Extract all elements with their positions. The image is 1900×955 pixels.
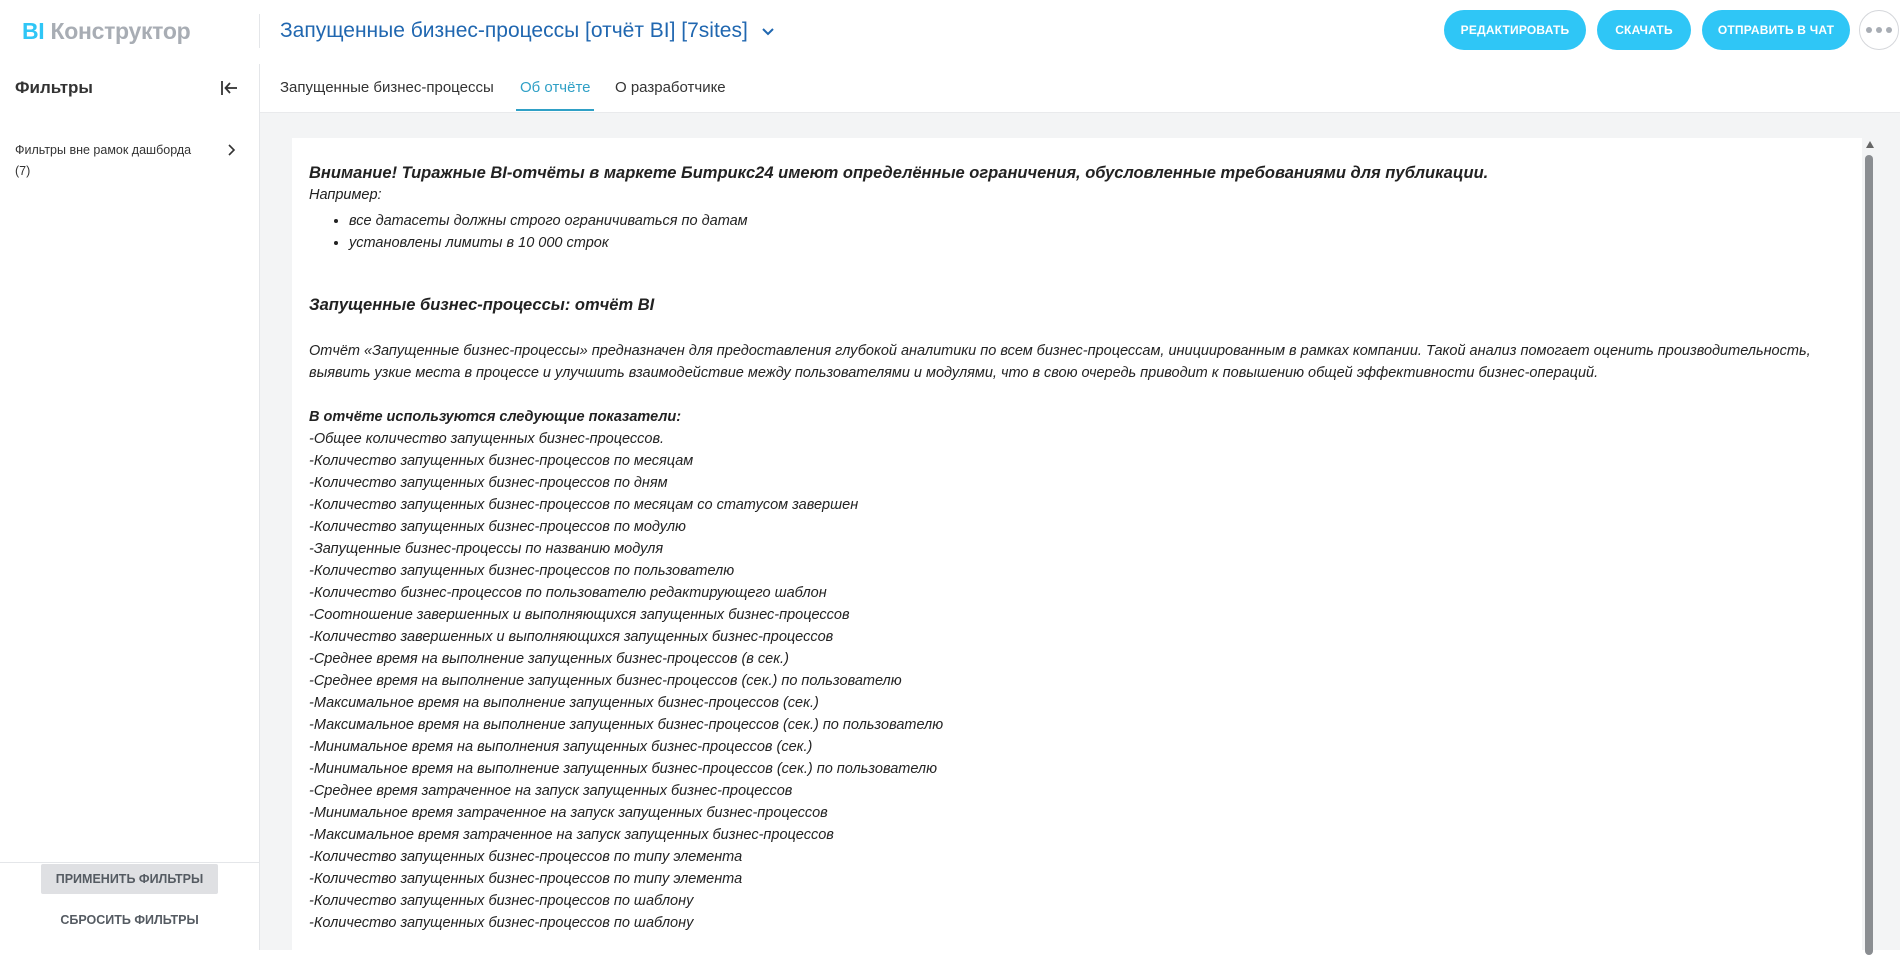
active-tab-indicator	[516, 109, 594, 111]
list-item: • все датасеты должны строго ограничиваться по датам	[349, 210, 1839, 232]
metric-item: -Количество запущенных бизнес-процессов по шаблону	[309, 915, 694, 931]
metric-item: -Общее количество запущенных бизнес-процессов.	[309, 431, 665, 447]
header-divider	[259, 14, 260, 48]
metric-item: -Минимальное время на выполнения запущенных бизнес-процессов (сек.)	[309, 739, 813, 755]
tab-about-report[interactable]: Об отчёте	[520, 79, 591, 96]
send-to-chat-button[interactable]: ОТПРАВИТЬ В ЧАТ	[1702, 10, 1850, 50]
logo-text: Конструктор	[44, 18, 191, 44]
list-item: • установлены лимиты в 10 000 строк	[349, 232, 1839, 254]
metric-item: -Среднее время на выполнение запущенных бизнес-процессов (сек.) по пользователю	[309, 673, 902, 689]
metric-item: -Количество запущенных бизнес-процессов по шаблону	[309, 893, 694, 909]
metric-item: -Количество запущенных бизнес-процессов по пользователю	[309, 563, 735, 579]
report-description: Отчёт «Запущенные бизнес-процессы» предназначен для предоставления глубокой аналитики по всем бизнес-процессам, инициированным в рамках компании. Такой анализ помогает оценить производительность, выявить узкие места в процессе и улучшить взаимодействие между пользователями и модулями, что в свою очередь приводит к повышению общей эффективности бизнес-операций.	[309, 343, 1811, 381]
example-list	[309, 210, 1839, 254]
report-tabs	[260, 64, 1900, 113]
document-body	[309, 162, 1839, 934]
report-title: Запущенные бизнес-процессы [отчёт BI] [7sites]	[280, 19, 748, 42]
edit-button[interactable]: РЕДАКТИРОВАТЬ	[1444, 10, 1586, 50]
metric-item: -Количество бизнес-процессов по пользователю редактирующего шаблон	[309, 585, 827, 601]
metric-item: -Количество запущенных бизнес-процессов по дням	[309, 475, 668, 491]
sidebar-item-external-filters[interactable]	[15, 140, 240, 182]
report-document	[292, 138, 1862, 950]
more-dots-icon	[1866, 27, 1872, 33]
scroll-thumb[interactable]	[1865, 155, 1873, 955]
document-scrollbar[interactable]	[1863, 138, 1875, 950]
example-label: Например:	[309, 187, 382, 203]
scroll-up-arrow-icon[interactable]	[1866, 141, 1874, 148]
metric-item: -Количество запущенных бизнес-процессов по типу элемента	[309, 849, 743, 865]
more-dot	[1876, 27, 1882, 33]
metric-item: -Максимальное время на выполнение запущенных бизнес-процессов (сек.) по пользователю	[309, 717, 944, 733]
download-button[interactable]: СКАЧАТЬ	[1597, 10, 1691, 50]
reset-filters-button[interactable]: СБРОСИТЬ ФИЛЬТРЫ	[60, 913, 199, 927]
tab-business-processes[interactable]: Запущенные бизнес-процессы	[280, 79, 494, 96]
metric-item: -Количество запущенных бизнес-процессов по месяцам	[309, 453, 694, 469]
report-title-dropdown[interactable]	[280, 19, 776, 43]
metrics-list	[309, 428, 1839, 934]
metric-item: -Количество запущенных бизнес-процессов по типу элемента	[309, 871, 743, 887]
chevron-right-icon	[225, 144, 237, 156]
top-header	[0, 0, 1900, 64]
logo-bi: BI	[22, 18, 45, 44]
tab-about-developer[interactable]: О разработчике	[615, 79, 726, 96]
sidebar-footer-divider	[0, 862, 259, 863]
metric-item: -Среднее время затраченное на запуск запущенных бизнес-процессов	[309, 783, 793, 799]
more-button[interactable]	[1859, 10, 1899, 50]
metric-item: -Соотношение завершенных и выполняющихся запущенных бизнес-процессов	[309, 607, 850, 623]
metric-item: -Количество запущенных бизнес-процессов по модулю	[309, 519, 686, 535]
report-heading: Запущенные бизнес-процессы: отчёт BI	[309, 296, 655, 314]
metric-item: -Минимальное время на выполнение запущенных бизнес-процессов (сек.) по пользователю	[309, 761, 938, 777]
metric-item: -Максимальное время на выполнение запущенных бизнес-процессов (сек.)	[309, 695, 819, 711]
metric-item: -Максимальное время затраченное на запуск запущенных бизнес-процессов	[309, 827, 834, 843]
metric-item: -Количество запущенных бизнес-процессов по месяцам со статусом завершен	[309, 497, 859, 513]
metric-item: -Запущенные бизнес-процессы по названию модуля	[309, 541, 664, 557]
warning-text: Внимание! Тиражные BI-отчёты в маркете Битрикс24 имеют определённые ограничения, обусловленные требованиями для публикации.	[309, 164, 1489, 182]
sidebar-item-label: Фильтры вне рамок дашборда (7)	[15, 143, 192, 178]
metric-item: -Минимальное время затраченное на запуск запущенных бизнес-процессов	[309, 805, 828, 821]
metrics-title: В отчёте используются следующие показатели:	[309, 409, 682, 425]
apply-filters-button[interactable]: ПРИМЕНИТЬ ФИЛЬТРЫ	[41, 864, 218, 894]
metric-item: -Количество завершенных и выполняющихся запущенных бизнес-процессов	[309, 629, 834, 645]
chevron-down-icon	[760, 23, 776, 39]
more-dot	[1886, 27, 1892, 33]
collapse-sidebar-icon[interactable]	[218, 77, 240, 99]
app-logo[interactable]	[22, 18, 190, 45]
metric-item: -Среднее время на выполнение запущенных бизнес-процессов (в сек.)	[309, 651, 789, 667]
filters-sidebar	[0, 64, 260, 950]
filters-title: Фильтры	[15, 78, 93, 97]
